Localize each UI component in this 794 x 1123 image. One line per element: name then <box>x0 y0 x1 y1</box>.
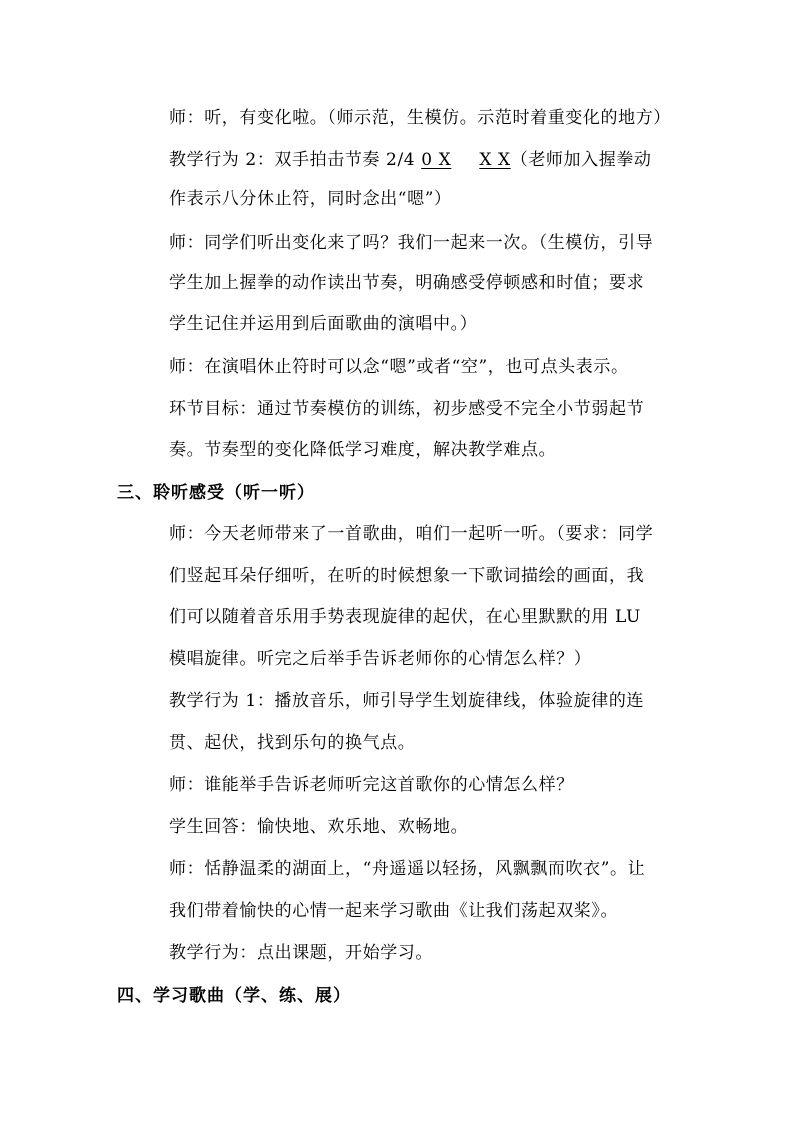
rhythm-notation-2: X X <box>479 150 511 170</box>
paragraph-teacher-ask: 师：谁能举手告诉老师听完这首歌你的心情怎么样？ <box>169 775 574 795</box>
paragraph-teacher-question-cont: 学生记住并运用到后面歌曲的演唱中。） <box>169 314 478 334</box>
paragraph-behavior-1: 教学行为 1：播放音乐，师引导学生划旋律线，体验旋律的连 <box>169 691 645 711</box>
paragraph-behavior-1-cont: 贯、起伏，找到乐句的换气点。 <box>169 733 416 753</box>
paragraph-lake: 师：恬静温柔的湖面上，“舟遥遥以轻扬，风飘飘而吹衣”。让 <box>169 859 646 879</box>
behavior-2-prefix: 教学行为 2：双手拍击节奏 2/4 <box>169 150 422 170</box>
section-heading-4: 四、学习歌曲（学、练、展） <box>117 986 351 1006</box>
paragraph-teacher-song: 师：今天老师带来了一首歌曲，咱们一起听一听。（要求：同学 <box>169 524 654 544</box>
paragraph-lake-cont: 我们带着愉快的心情一起来学习歌曲《让我们荡起双桨》。 <box>169 901 619 921</box>
paragraph-teacher-listen: 师：听，有变化啦。（师示范，生模仿。示范时着重变化的地方） <box>169 108 671 128</box>
paragraph-behavior-title: 教学行为：点出课题，开始学习。 <box>169 943 433 963</box>
paragraph-teacher-song-cont: 模唱旋律。听完之后举手告诉老师你的心情怎么样？） <box>169 649 592 669</box>
paragraph-section-goal-cont: 奏。节奏型的变化降低学习难度，解决教学难点。 <box>169 440 557 460</box>
paragraph-student-answer: 学生回答：愉快地、欢乐地、欢畅地。 <box>169 817 469 837</box>
section-heading-3: 三、聆听感受（听一听） <box>117 483 315 503</box>
paragraph-behavior-2-cont: 作表示八分休止符，同时念出“嗯”） <box>169 189 452 209</box>
paragraph-teacher-question: 师：同学们听出变化来了吗？我们一起来一次。（生模仿，引导 <box>169 233 654 253</box>
paragraph-rest-singing: 师：在演唱休止符时可以念“嗯”或者“空”，也可点头表示。 <box>169 357 629 377</box>
behavior-2-suffix: （老师加入握拳动 <box>510 150 652 170</box>
rhythm-notation-1: 0 X <box>421 150 452 170</box>
paragraph-section-goal: 环节目标：通过节奏模仿的训练，初步感受不完全小节弱起节 <box>169 399 645 419</box>
paragraph-teacher-song-cont: 们竖起耳朵仔细听，在听的时候想象一下歌词描绘的画面，我 <box>169 566 645 586</box>
paragraph-teacher-song-cont: 们可以随着音乐用手势表现旋律的起伏，在心里默默的用 LU <box>169 607 641 627</box>
paragraph-teacher-question-cont: 学生加上握拳的动作读出节奏，明确感受停顿感和时值；要求 <box>169 273 645 293</box>
paragraph-behavior-2 <box>169 147 652 173</box>
